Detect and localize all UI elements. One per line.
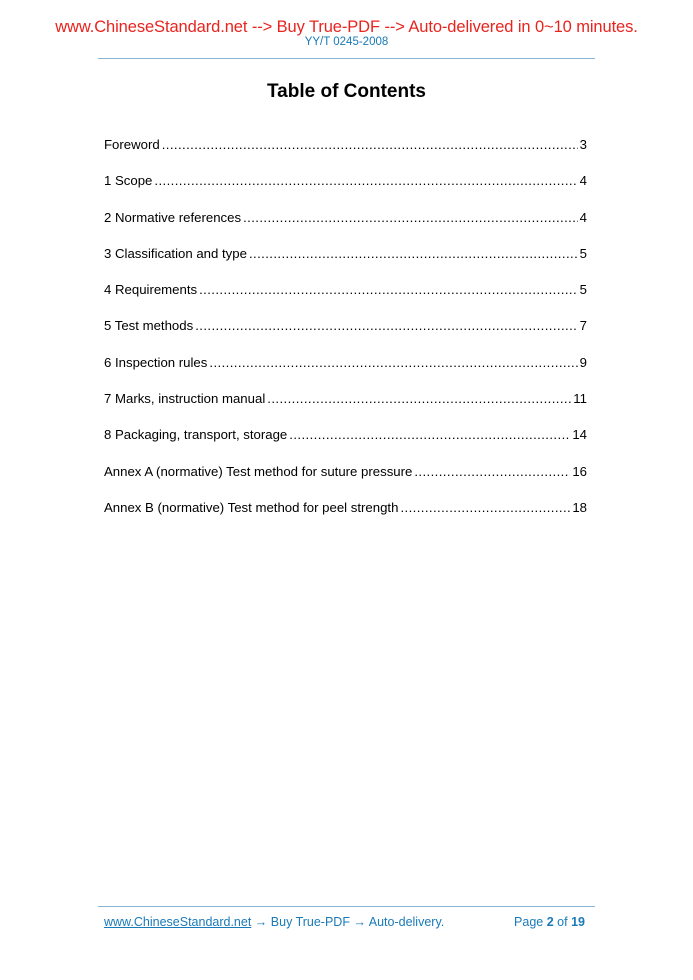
header-divider <box>98 58 595 59</box>
toc-entry-label: 6 Inspection rules <box>104 354 208 370</box>
toc-entry[interactable] <box>104 427 587 463</box>
toc-dot-leader <box>154 173 577 188</box>
toc-entry-label: 7 Marks, instruction manual <box>104 391 266 407</box>
toc-entry[interactable] <box>104 282 587 318</box>
promo-banner: www.ChineseStandard.net --> Buy True-PDF --> Auto-delivered in 0~10 minutes. <box>55 18 638 36</box>
page-title: Table of Contents <box>266 81 427 102</box>
toc-entry-page: 5 <box>579 245 587 261</box>
current-page-number: 2 <box>546 915 554 929</box>
footer-promo <box>104 915 444 929</box>
toc-dot-leader <box>400 500 570 515</box>
toc-entry-page: 4 <box>579 173 587 189</box>
page-indicator <box>514 915 585 929</box>
toc-entry[interactable] <box>104 210 587 246</box>
standard-code: YY/T 0245-2008 <box>304 36 389 48</box>
toc-entry[interactable] <box>104 137 587 173</box>
footer-buy-text: Buy True-PDF <box>270 915 350 929</box>
toc-dot-leader <box>243 210 578 225</box>
toc-dot-leader <box>199 282 578 297</box>
toc-entry-page: 4 <box>579 209 587 225</box>
page-word: Page <box>514 915 544 929</box>
footer-divider <box>98 906 595 907</box>
arrow-right-icon: → <box>254 915 268 929</box>
total-pages-number: 19 <box>571 915 585 929</box>
toc-entry-page: 3 <box>579 137 587 152</box>
of-word: of <box>557 915 568 929</box>
toc-entry-page: 14 <box>572 427 587 443</box>
toc-entry-label: Annex B (normative) Test method for peel strength <box>104 499 399 515</box>
toc-entry-label: Foreword <box>104 137 160 152</box>
arrow-right-icon: → <box>353 915 366 929</box>
footer-site-link[interactable]: www.ChineseStandard.net <box>104 915 252 929</box>
toc-entry[interactable] <box>104 318 587 354</box>
toc-entry[interactable] <box>104 391 587 427</box>
toc-entry-label: 3 Classification and type <box>104 245 247 261</box>
footer-delivery-text: Auto-delivery. <box>368 915 445 929</box>
toc-entry-page: 16 <box>572 463 587 479</box>
toc-dot-leader <box>414 464 570 479</box>
toc-entry-label: Annex A (normative) Test method for suture pressure <box>104 463 413 479</box>
toc-entry[interactable] <box>104 500 587 536</box>
toc-dot-leader <box>195 318 577 333</box>
toc-dot-leader <box>209 355 577 370</box>
toc-entry-page: 11 <box>573 391 587 407</box>
toc-entry[interactable] <box>104 246 587 282</box>
toc-entry[interactable] <box>104 173 587 209</box>
toc-entry[interactable] <box>104 464 587 500</box>
toc-dot-leader <box>249 246 578 261</box>
toc-list <box>104 137 587 536</box>
toc-entry-label: 4 Requirements <box>104 282 198 298</box>
toc-dot-leader <box>289 427 570 442</box>
toc-entry-label: 1 Scope <box>104 173 153 189</box>
toc-entry-page: 9 <box>579 354 587 370</box>
toc-entry-label: 2 Normative references <box>104 209 242 225</box>
toc-entry-page: 7 <box>579 318 587 334</box>
toc-dot-leader <box>267 391 571 406</box>
toc-entry-label: 5 Test methods <box>104 318 194 334</box>
toc-entry[interactable] <box>104 355 587 391</box>
toc-entry-label: 8 Packaging, transport, storage <box>104 427 288 443</box>
toc-dot-leader <box>162 137 578 152</box>
toc-entry-page: 18 <box>572 499 587 515</box>
toc-entry-page: 5 <box>579 282 587 298</box>
